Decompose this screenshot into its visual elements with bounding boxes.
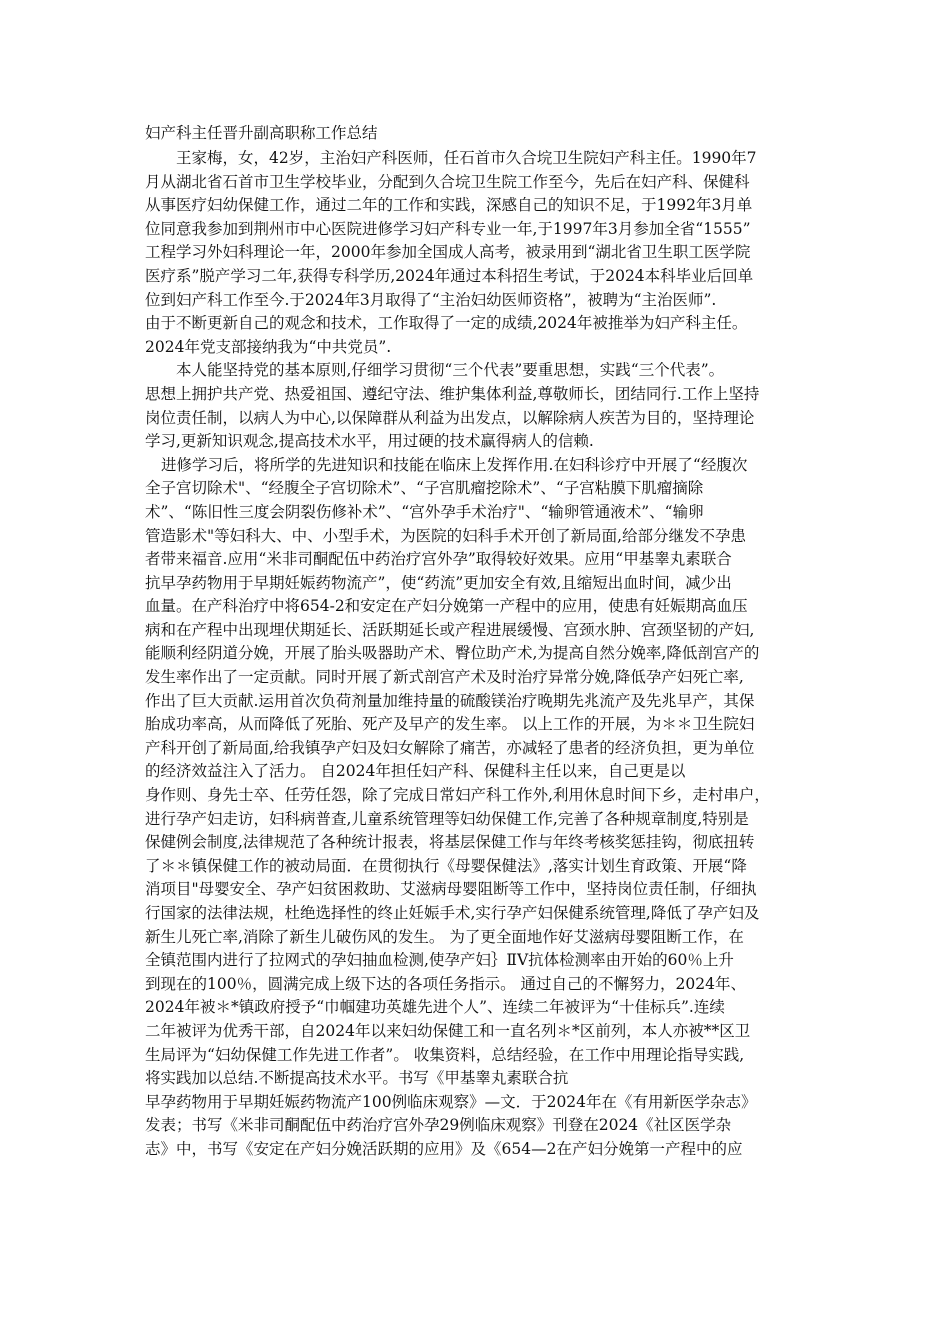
body-line: 进行孕产妇走访，妇科病普查,儿童系统管理等妇幼保健工作,完善了各种规章制度,特别是	[145, 809, 749, 828]
body-line: 二年被评为优秀干部，自2024年以来妇幼保健工和一直名列＊*区前列，本人亦被**区卫	[145, 1021, 751, 1040]
document-body	[145, 147, 825, 1162]
body-line: 胎成功率高，从而降低了死胎、死产及早产的发生率。 以上工作的开展，为＊＊卫生院妇	[145, 715, 755, 734]
body-line: 发生率作出了一定贡献。同时开展了新式剖宫产术及时治疗异常分娩,降低孕产妇死亡率,	[145, 668, 744, 687]
body-line: 将实践加以总结.不断提高技术水平。书写《甲基睾丸素联合抗	[145, 1069, 569, 1088]
body-line: 从事医疗妇幼保健工作，通过二年的工作和实践，深感自己的知识不足，于1992年3月单	[145, 196, 753, 215]
body-line: 新生儿死亡率,消除了新生儿破伤风的发生。 为了更全面地作好艾滋病母婴阻断工作，在	[145, 927, 744, 946]
document-title: 妇产科主任晋升副高职称工作总结	[145, 124, 378, 142]
body-line: 全子宫切除术"、“经腹全子宫切除术”、“子宫肌瘤挖除术”、“子宫粘膜下肌瘤摘除	[145, 479, 704, 498]
body-line: 王家梅，女，42岁，主治妇产科医师，任石首市久合垸卫生院妇产科主任。1990年7	[176, 149, 757, 167]
body-line: 发表；书写《米非司酮配伍中药治疗宫外孕29例临床观察》刊登在2024《社区医学杂	[145, 1116, 732, 1135]
document-page	[145, 122, 825, 1162]
body-line: 身作则、身先士卒、任劳任怨，除了完成日常妇产科工作外,利用休息时间下乡，走村串户，	[145, 786, 770, 805]
body-line: 岗位责任制，以病人为中心,以保障群从利益为出发点，以解除病人疾苦为目的，坚持理论	[145, 408, 755, 427]
body-line: 的经济效益注入了活力。 自2024年担任妇产科、保健科主任以来，自己更是以	[145, 762, 686, 781]
body-line: 者带来福音.应用“米非司酮配伍中药治疗宫外孕”取得较好效果。应用“甲基睾丸素联合	[145, 550, 732, 569]
body-line: 生局评为“妇幼保健工作先进工作者”。 收集资料，总结经验，在工作中用理论指导实践,	[145, 1045, 745, 1064]
body-line: 血量。在产科治疗中将654-2和安定在产妇分娩第一产程中的应用，使患有妊娠期高血压	[145, 597, 748, 616]
body-line: 学习,更新知识观念,提高技术水平，用过硬的技术赢得病人的信赖.	[145, 432, 594, 451]
body-line: 工程学习外妇科理论一年，2000年参加全国成人高考，被录用到“湖北省卫生职工医学院	[145, 243, 751, 262]
body-line: 了＊＊镇保健工作的被动局面．在贯彻执行《母婴保健法》,落实计划生育政策、开展“降	[145, 856, 747, 875]
body-line: 能顺利经阴道分娩，开展了胎头吸器助产术、臀位助产术,为提高自然分娩率,降低剖宫产的	[145, 644, 760, 663]
body-line: 医疗系”脱产学习二年,获得专科学历,2024年通过本科招生考试，于2024本科毕业后回单	[145, 266, 754, 285]
body-line: 位同意我参加到荆州市中心医院进修学习妇产科专业一年,于1997年3月参加全省“1555”	[145, 219, 751, 238]
body-line: 月从湖北省石首市卫生学校毕业，分配到久合垸卫生院工作至今，先后在妇产科、保健科	[145, 172, 750, 191]
body-line: 到现在的100％，圆满完成上级下达的各项任务指示。 通过自己的不懈努力，2024年、	[145, 974, 746, 993]
body-line: 2024年党支部接纳我为“中共党员”.	[145, 337, 392, 356]
body-line: 志》中，书写《安定在产妇分娩活跃期的应用》及《654—2在产妇分娩第一产程中的应	[145, 1139, 743, 1158]
body-line: 行国家的法律法规，杜绝选择性的终止妊娠手术,实行孕产妇保健系统管理,降低了孕产妇及	[145, 904, 760, 922]
body-line: 病和在产程中出现埋伏期延长、活跃期延长或产程进展缓慢、宫颈水肿、宫颈坚韧的产妇,	[145, 620, 755, 639]
body-line: 进修学习后，将所学的先进知识和技能在临床上发挥作用.在妇科诊疗中开展了“经腹次	[161, 455, 748, 474]
body-line: 由于不断更新自己的观念和技术，工作取得了一定的成绩,2024年被推举为妇产科主任。	[145, 314, 748, 333]
body-line: 抗早孕药物用于早期妊娠药物流产”，使“药流”更加安全有效,且缩短出血时间，减少出	[145, 573, 732, 592]
body-line: 管造影术"等妇科大、中、小型手术，为医院的妇科手术开创了新局面,给部分继发不孕患	[145, 526, 747, 545]
body-line: 保健例会制度,法律规范了各种统计报表，将基层保健工作与年终考核奖惩挂钩，彻底扭转	[145, 833, 755, 852]
body-line: 思想上拥护共产党、热爱祖国、遵纪守法、维护集体利益,尊敬师长，团结同行.工作上坚持	[145, 384, 760, 403]
body-line: 位到妇产科工作至今.于2024年3月取得了“主治妇幼医师资格”，被聘为“主治医师”.	[145, 290, 717, 309]
body-line: 作出了巨大贡献.运用首次负荷剂量加维持量的硫酸镁治疗晚期先兆流产及先兆早产，其保	[145, 691, 755, 710]
body-line: 产科开创了新局面,给我镇孕产妇及妇女解除了痛苦，亦减轻了患者的经济负担，更为单位	[145, 738, 755, 757]
body-line: 本人能坚持党的基本原则,仔细学习贯彻“三个代表”要重思想，实践“三个代表”。	[176, 361, 725, 380]
body-line: 消项目"母婴安全、孕产妇贫困救助、艾滋病母婴阻断等工作中，坚持岗位责任制，仔细执	[145, 880, 757, 899]
body-line: 全镇范围内进行了拉网式的孕妇抽血检测,使孕产妇｝ⅡⅤ抗体检测率由开始的60％上升	[145, 951, 734, 970]
body-line: 2024年被＊*镇政府授予“巾帼建功英雄先进个人”、连续二年被评为“十佳标兵”.连续	[145, 998, 725, 1017]
body-line: 早孕药物用于早期妊娠药物流产100例临床观察》—文．于2024年在《有用新医学杂志》	[145, 1092, 757, 1111]
body-line: 术”、“陈旧性三度会阴裂伤修补术”、“宫外孕手术治疗"、“输卵管通液术”、“输卵	[145, 502, 704, 521]
